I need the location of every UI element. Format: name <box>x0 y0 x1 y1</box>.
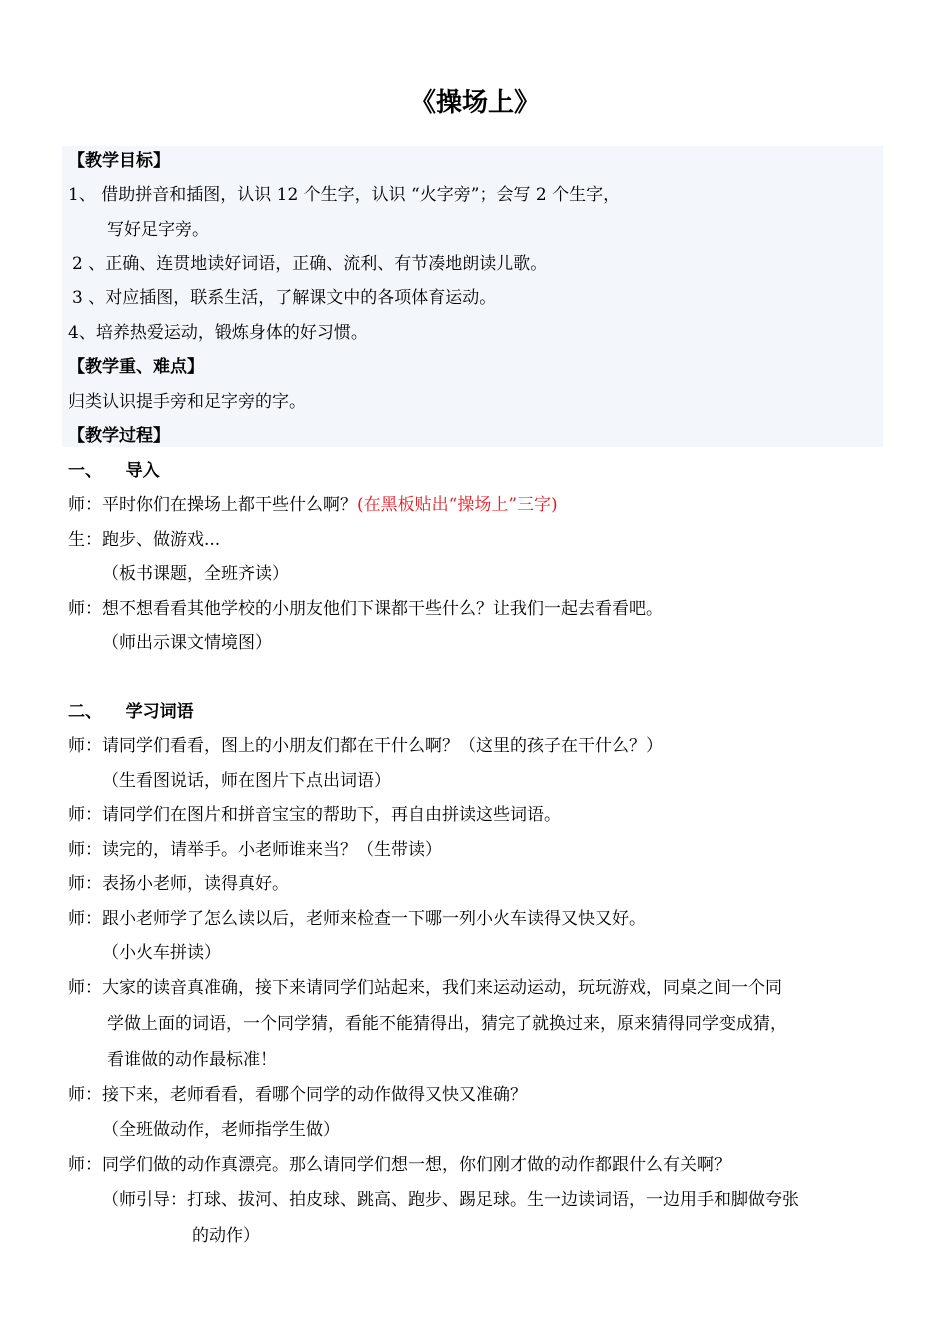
section-2-line-3: 师：请同学们在图片和拼音宝宝的帮助下，再自由拼读这些词语。 <box>68 805 561 825</box>
section-2-line-11: 师：同学们做的动作真漂亮。那么请同学们想一想，你们刚才做的动作都跟什么有关啊？ <box>68 1155 731 1175</box>
objective-1-line-2: 写好足字旁。 <box>107 220 209 240</box>
objective-1-line-1: 1、 借助拼音和插图，认识 12 个生字，认识 “火字旁”；会写 2 个生字， <box>68 185 621 205</box>
section-1-line-5: （师出示课文情境图） <box>102 633 272 653</box>
section-1-title: 一、 导入 <box>68 461 160 481</box>
key-points-text: 归类认识提手旁和足字旁的字。 <box>68 392 306 412</box>
section-2-line-12b: 的动作） <box>192 1226 260 1246</box>
section-2-line-12a: （师引导：打球、拔河、拍皮球、跳高、跑步、踢足球。生一边读词语，一边用手和脚做夸张 <box>102 1190 799 1210</box>
teacher-line: 师：平时你们在操场上都干些什么啊？ <box>68 495 357 515</box>
section-2-line-10: （全班做动作，老师指学生做） <box>102 1120 340 1140</box>
section-2-line-2: （生看图说话，师在图片下点出词语） <box>102 771 391 791</box>
section-1-line-2: 生：跑步、做游戏... <box>68 530 221 550</box>
objective-4: 4、培养热爱运动，锻炼身体的好习惯。 <box>68 323 368 343</box>
section-1-line-4: 师：想不想看看其他学校的小朋友他们下课都干些什么？让我们一起去看看吧。 <box>68 599 663 619</box>
section-2-line-4: 师：读完的，请举手。小老师谁来当？（生带读） <box>68 840 442 860</box>
section-1-line-1 <box>68 494 558 516</box>
page-title: 《操场上》 <box>409 88 540 118</box>
red-annotation: (在黑板贴出“操场上”三字) <box>357 495 558 515</box>
objective-3: 3 、对应插图，联系生活，了解课文中的各项体育运动。 <box>72 288 497 308</box>
section-2-line-9: 师：接下来，老师看看，看哪个同学的动作做得又快又准确？ <box>68 1085 527 1105</box>
section-2-line-7: （小火车拼读） <box>102 943 221 963</box>
objectives-heading: 【教学目标】 <box>68 151 170 171</box>
objective-2: 2 、正确、连贯地读好词语，正确、流利、有节凑地朗读儿歌。 <box>72 254 548 274</box>
section-1-line-3: （板书课题，全班齐读） <box>102 564 289 584</box>
process-heading: 【教学过程】 <box>68 426 170 446</box>
section-2-line-6: 师：跟小老师学了怎么读以后，老师来检查一下哪一列小火车读得又快又好。 <box>68 909 646 929</box>
section-2-line-8c: 看谁做的动作最标准！ <box>107 1050 277 1070</box>
key-points-heading: 【教学重、难点】 <box>68 357 204 377</box>
section-2-line-5: 师：表扬小老师，读得真好。 <box>68 874 289 894</box>
section-2-line-8a: 师：大家的读音真准确，接下来请同学们站起来，我们来运动运动，玩玩游戏，同桌之间一个同 <box>68 978 782 998</box>
section-2-line-1: 师：请同学们看看，图上的小朋友们都在干什么啊？（这里的孩子在干什么？） <box>68 736 663 756</box>
section-2-title: 二、 学习词语 <box>68 702 194 722</box>
section-2-line-8b: 学做上面的词语，一个同学猜，看能不能猜得出，猜完了就换过来，原来猜得同学变成猜， <box>107 1014 787 1034</box>
